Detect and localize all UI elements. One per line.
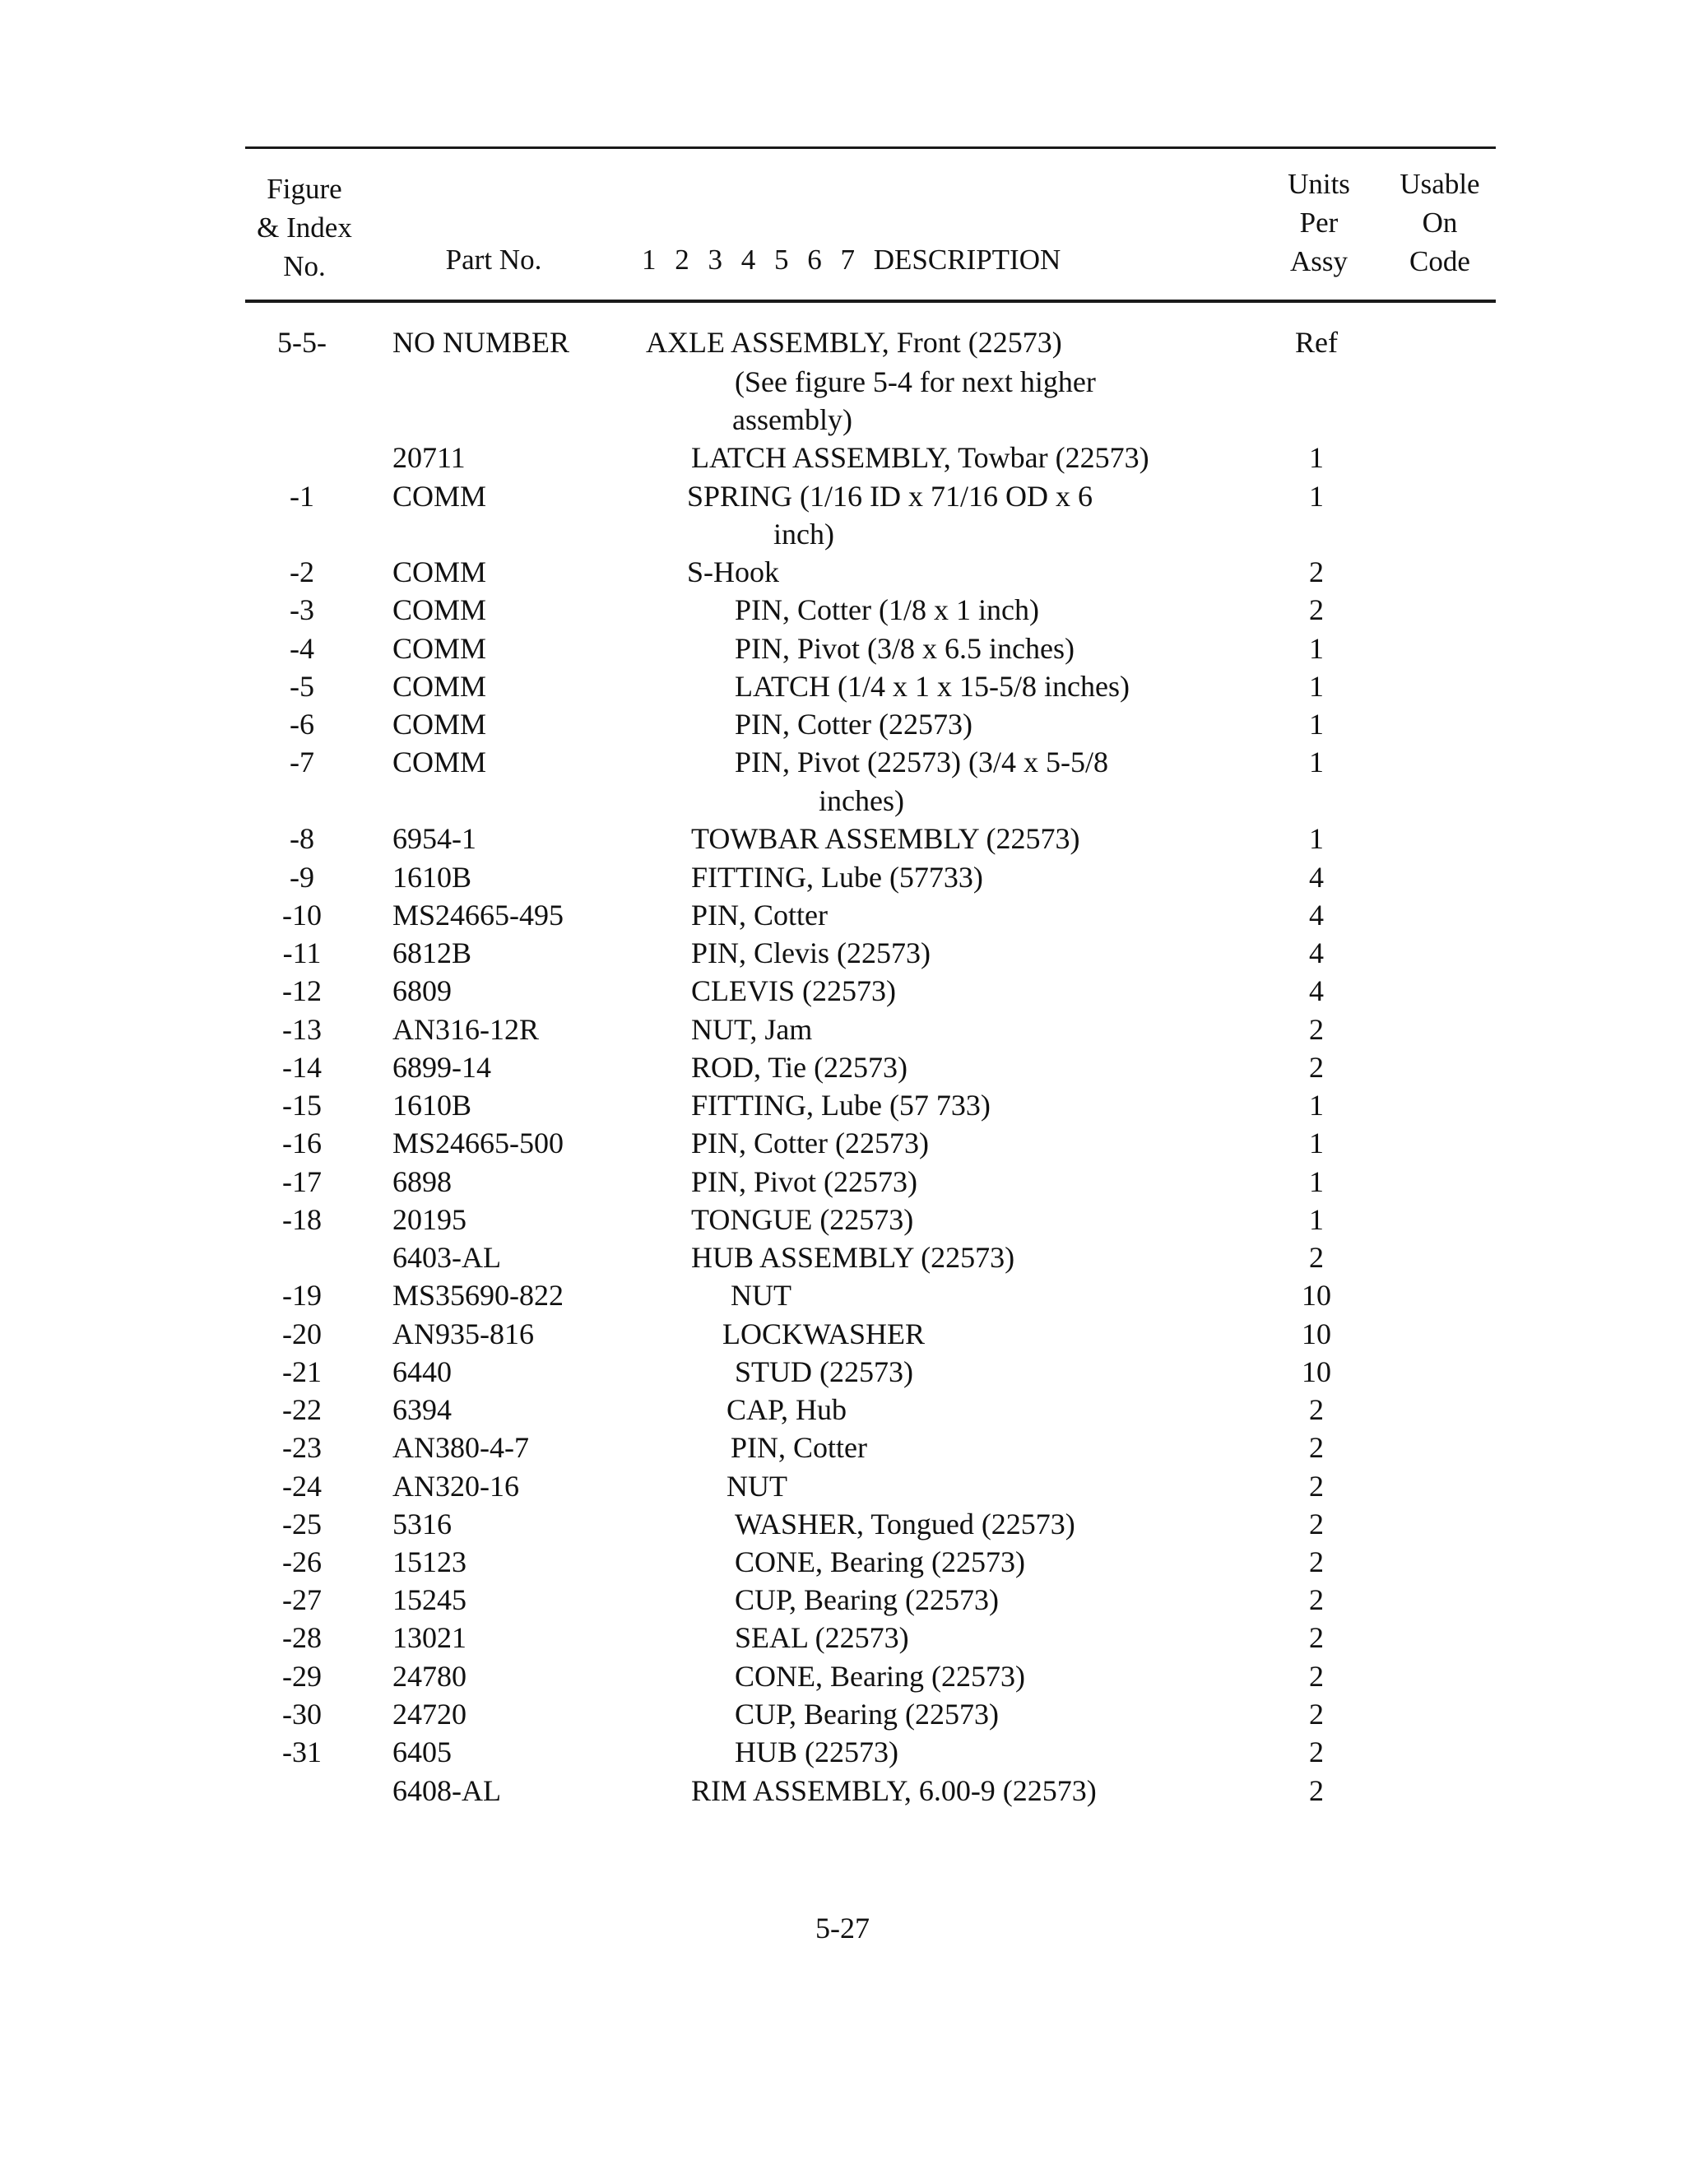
table-row: [0, 972, 1685, 1010]
figure-index-cell: -20: [282, 1317, 322, 1350]
header-bottom-rule: [245, 300, 1496, 303]
units-per-assy-cell: 1: [1309, 746, 1324, 778]
figure-index-cell: -7: [290, 746, 314, 778]
header-usable-on-code: [1382, 165, 1497, 281]
table-row: [0, 1391, 1685, 1429]
description-cell: inches): [819, 784, 904, 817]
figure-index-cell: -16: [282, 1127, 322, 1159]
description-cell: NUT, Jam: [691, 1013, 813, 1046]
header-units-per-assy: [1274, 165, 1364, 281]
units-per-assy-cell: 2: [1309, 1736, 1324, 1768]
table-row: [0, 934, 1685, 972]
description-cell: STUD (22573): [735, 1355, 913, 1388]
figure-index-cell: -31: [282, 1736, 322, 1768]
table-row: [0, 1772, 1685, 1810]
description-cell: LOCKWASHER: [722, 1317, 926, 1350]
figure-index-cell: -19: [282, 1279, 322, 1312]
units-per-assy-cell: 2: [1309, 1393, 1324, 1426]
units-per-assy-cell: 2: [1309, 1051, 1324, 1084]
table-row: [0, 858, 1685, 896]
figure-index-cell: -18: [282, 1203, 322, 1236]
units-per-assy-cell: 1: [1309, 1127, 1324, 1159]
units-per-assy-cell: 1: [1309, 670, 1324, 703]
description-cell: NUT: [726, 1470, 787, 1503]
figure-index-cell: -5: [290, 670, 314, 703]
figure-index-cell: -26: [282, 1545, 322, 1578]
table-row: [0, 1238, 1685, 1276]
table-row: [0, 1657, 1685, 1695]
units-per-assy-cell: 1: [1309, 632, 1324, 665]
part-number-cell: 6440: [392, 1355, 452, 1388]
figure-index-cell: -8: [290, 822, 314, 855]
header-part-no: Part No.: [445, 244, 542, 276]
table-row: [0, 630, 1685, 667]
table-row: [0, 1505, 1685, 1543]
figure-index-cell: -2: [290, 555, 314, 588]
units-per-assy-cell: 4: [1309, 936, 1324, 969]
description-cell: PIN, Clevis (22573): [691, 936, 931, 969]
table-row: [0, 553, 1685, 591]
figure-index-cell: -17: [282, 1165, 322, 1198]
figure-index-cell: -13: [282, 1013, 322, 1046]
description-cell: PIN, Cotter (1/8 x 1 inch): [735, 593, 1039, 626]
table-row: [0, 439, 1685, 476]
part-number-cell: COMM: [392, 670, 487, 703]
header-units-line1: Units: [1288, 168, 1350, 200]
figure-index-cell: -9: [290, 861, 314, 894]
units-per-assy-cell: 2: [1309, 555, 1324, 588]
description-cell: CAP, Hub: [726, 1393, 847, 1426]
figure-index-cell: -6: [290, 708, 314, 741]
part-number-cell: 15123: [392, 1545, 467, 1578]
part-number-cell: 1610B: [392, 1089, 472, 1122]
part-number-cell: 6394: [392, 1393, 452, 1426]
table-row: [0, 323, 1685, 361]
table-row: [0, 743, 1685, 781]
table-row: [0, 1429, 1685, 1466]
units-per-assy-cell: 1: [1309, 1165, 1324, 1198]
header-description: 1 2 3 4 5 6 7 DESCRIPTION: [642, 244, 1061, 276]
header-usable-line1: Usable: [1400, 168, 1480, 200]
description-cell: (See figure 5-4 for next higher: [735, 365, 1096, 398]
units-per-assy-cell: 2: [1309, 1470, 1324, 1503]
units-per-assy-cell: 1: [1309, 1089, 1324, 1122]
header-figure-index-no: [239, 170, 370, 286]
table-row: [0, 1733, 1685, 1771]
units-per-assy-cell: 1: [1309, 708, 1324, 741]
part-number-cell: 6809: [392, 974, 452, 1007]
part-number-cell: AN935-816: [392, 1317, 534, 1350]
description-cell: HUB (22573): [735, 1736, 898, 1768]
units-per-assy-cell: Ref: [1295, 326, 1338, 359]
figure-index-cell: -14: [282, 1051, 322, 1084]
description-cell: PIN, Pivot (3/8 x 6.5 inches): [735, 632, 1075, 665]
table-row: [0, 1048, 1685, 1086]
units-per-assy-cell: 2: [1309, 1508, 1324, 1540]
description-cell: CONE, Bearing (22573): [735, 1545, 1025, 1578]
description-cell: assembly): [732, 403, 852, 436]
table-row: [0, 477, 1685, 515]
part-number-cell: COMM: [392, 555, 487, 588]
header-figure-line3: No.: [283, 250, 326, 282]
header-figure-line1: Figure: [267, 173, 342, 205]
figure-index-cell: -27: [282, 1583, 322, 1616]
table-row: [0, 1543, 1685, 1581]
part-number-cell: 20195: [392, 1203, 467, 1236]
units-per-assy-cell: 1: [1309, 480, 1324, 513]
table-row: [0, 782, 1685, 820]
part-number-cell: 5316: [392, 1508, 452, 1540]
units-per-assy-cell: 2: [1309, 1013, 1324, 1046]
description-cell: AXLE ASSEMBLY, Front (22573): [646, 326, 1062, 359]
description-cell: TOWBAR ASSEMBLY (22573): [691, 822, 1080, 855]
units-per-assy-cell: 10: [1302, 1317, 1331, 1350]
units-per-assy-cell: 2: [1309, 1698, 1324, 1731]
part-number-cell: COMM: [392, 632, 487, 665]
description-cell: inch): [773, 518, 834, 551]
units-per-assy-cell: 2: [1309, 593, 1324, 626]
part-number-cell: 6405: [392, 1736, 452, 1768]
part-number-cell: 6898: [392, 1165, 452, 1198]
description-cell: PIN, Cotter: [691, 899, 828, 932]
table-row: [0, 1163, 1685, 1201]
units-per-assy-cell: 2: [1309, 1431, 1324, 1464]
figure-index-cell: -11: [282, 936, 322, 969]
part-number-cell: 6899-14: [392, 1051, 491, 1084]
description-cell: LATCH ASSEMBLY, Towbar (22573): [691, 441, 1149, 474]
description-cell: NUT: [731, 1279, 791, 1312]
description-cell: ROD, Tie (22573): [691, 1051, 908, 1084]
figure-index-cell: -21: [282, 1355, 322, 1388]
table-row: [0, 1011, 1685, 1048]
table-row: [0, 1619, 1685, 1657]
part-number-cell: 15245: [392, 1583, 467, 1616]
header-usable-line3: Code: [1409, 245, 1470, 277]
table-row: [0, 515, 1685, 553]
description-cell: TONGUE (22573): [691, 1203, 914, 1236]
part-number-cell: 6812B: [392, 936, 472, 969]
figure-index-cell: -15: [282, 1089, 322, 1122]
description-cell: PIN, Pivot (22573) (3/4 x 5-5/8: [735, 746, 1108, 778]
units-per-assy-cell: 2: [1309, 1545, 1324, 1578]
part-number-cell: 6954-1: [392, 822, 476, 855]
figure-index-cell: -3: [290, 593, 314, 626]
table-row: [0, 591, 1685, 629]
units-per-assy-cell: 2: [1309, 1774, 1324, 1807]
units-per-assy-cell: 1: [1309, 1203, 1324, 1236]
part-number-cell: 13021: [392, 1621, 467, 1654]
units-per-assy-cell: 4: [1309, 899, 1324, 932]
description-cell: CLEVIS (22573): [691, 974, 896, 1007]
description-cell: WASHER, Tongued (22573): [735, 1508, 1075, 1540]
figure-index-cell: -24: [282, 1470, 322, 1503]
units-per-assy-cell: 10: [1302, 1355, 1331, 1388]
units-per-assy-cell: 2: [1309, 1241, 1324, 1274]
part-number-cell: MS24665-495: [392, 899, 564, 932]
units-per-assy-cell: 2: [1309, 1660, 1324, 1693]
description-cell: PIN, Cotter (22573): [735, 708, 972, 741]
description-cell: SPRING (1/16 ID x 71/16 OD x 6: [687, 480, 1093, 513]
part-number-cell: 6403-AL: [392, 1241, 501, 1274]
figure-index-cell: -10: [282, 899, 322, 932]
table-row: [0, 1086, 1685, 1124]
part-number-cell: COMM: [392, 593, 487, 626]
figure-index-cell: -1: [290, 480, 314, 513]
table-row: [0, 667, 1685, 705]
table-row: [0, 1353, 1685, 1391]
description-cell: CUP, Bearing (22573): [735, 1698, 999, 1731]
part-number-cell: 6408-AL: [392, 1774, 501, 1807]
units-per-assy-cell: 2: [1309, 1621, 1324, 1654]
description-cell: FITTING, Lube (57 733): [691, 1089, 991, 1122]
header-units-line3: Assy: [1289, 245, 1348, 277]
part-number-cell: COMM: [392, 708, 487, 741]
description-cell: LATCH (1/4 x 1 x 15-5/8 inches): [735, 670, 1130, 703]
part-number-cell: MS24665-500: [392, 1127, 564, 1159]
description-cell: RIM ASSEMBLY, 6.00-9 (22573): [691, 1774, 1097, 1807]
part-number-cell: COMM: [392, 480, 487, 513]
description-cell: CUP, Bearing (22573): [735, 1583, 999, 1616]
table-row: [0, 1201, 1685, 1238]
figure-index-cell: -29: [282, 1660, 322, 1693]
figure-index-cell: -30: [282, 1698, 322, 1731]
figure-index-cell: 5-5-: [277, 326, 327, 359]
units-per-assy-cell: 1: [1309, 822, 1324, 855]
figure-index-cell: -22: [282, 1393, 322, 1426]
table-row: [0, 820, 1685, 857]
part-number-cell: NO NUMBER: [392, 326, 570, 359]
description-cell: FITTING, Lube (57733): [691, 861, 983, 894]
part-number-cell: AN316-12R: [392, 1013, 539, 1046]
description-cell: S-Hook: [687, 555, 780, 588]
table-row: [0, 1695, 1685, 1733]
table-row: [0, 363, 1685, 401]
header-figure-line2: & Index: [257, 211, 352, 244]
part-number-cell: AN380-4-7: [392, 1431, 529, 1464]
table-row: [0, 705, 1685, 743]
description-cell: CONE, Bearing (22573): [735, 1660, 1025, 1693]
figure-index-cell: -4: [290, 632, 314, 665]
table-row: [0, 896, 1685, 934]
description-cell: SEAL (22573): [735, 1621, 909, 1654]
figure-index-cell: -25: [282, 1508, 322, 1540]
units-per-assy-cell: 4: [1309, 974, 1324, 1007]
description-cell: PIN, Pivot (22573): [691, 1165, 918, 1198]
part-number-cell: MS35690-822: [392, 1279, 564, 1312]
figure-index-cell: -12: [282, 974, 322, 1007]
units-per-assy-cell: 2: [1309, 1583, 1324, 1616]
table-row: [0, 1581, 1685, 1619]
figure-index-cell: -23: [282, 1431, 322, 1464]
header-top-rule: [245, 146, 1496, 149]
table-row: [0, 1467, 1685, 1505]
part-number-cell: 1610B: [392, 861, 472, 894]
page-number: 5-27: [815, 1912, 870, 1945]
header-usable-line2: On: [1422, 207, 1458, 239]
part-number-cell: 24720: [392, 1698, 467, 1731]
table-row: [0, 1124, 1685, 1162]
table-row: [0, 401, 1685, 439]
part-number-cell: 20711: [392, 441, 466, 474]
part-number-cell: 24780: [392, 1660, 467, 1693]
description-cell: HUB ASSEMBLY (22573): [691, 1241, 1015, 1274]
description-cell: PIN, Cotter: [731, 1431, 867, 1464]
figure-index-cell: -28: [282, 1621, 322, 1654]
part-number-cell: COMM: [392, 746, 487, 778]
units-per-assy-cell: 1: [1309, 441, 1324, 474]
table-row: [0, 1315, 1685, 1353]
units-per-assy-cell: 10: [1302, 1279, 1331, 1312]
table-row: [0, 1276, 1685, 1314]
header-units-line2: Per: [1299, 207, 1339, 239]
description-cell: PIN, Cotter (22573): [691, 1127, 929, 1159]
units-per-assy-cell: 4: [1309, 861, 1324, 894]
part-number-cell: AN320-16: [392, 1470, 519, 1503]
